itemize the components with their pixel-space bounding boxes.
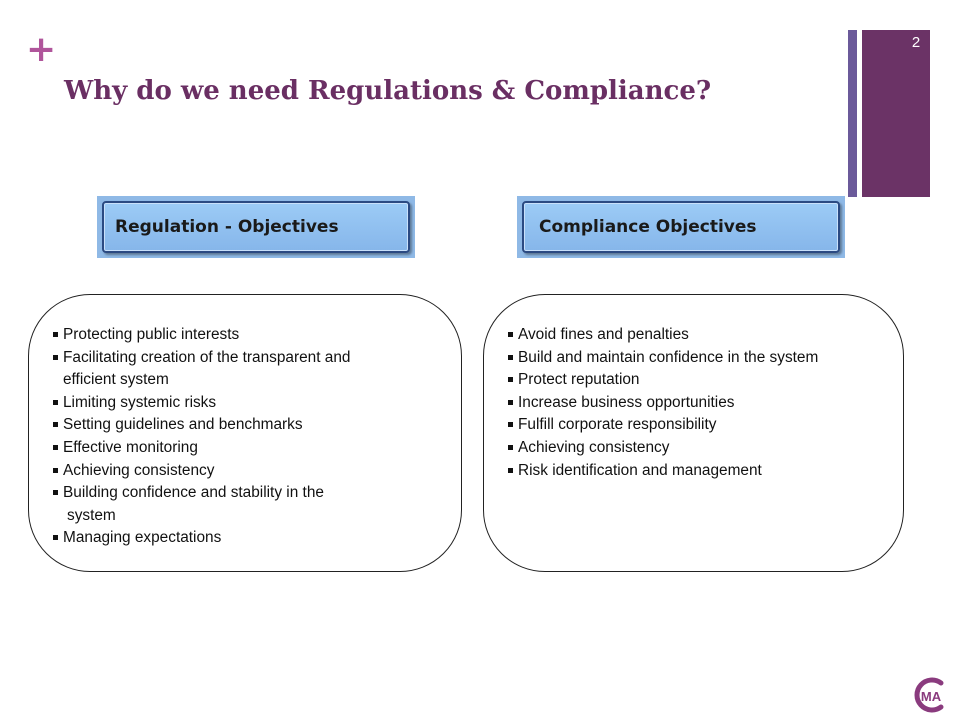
list-item: Protect reputation (508, 369, 818, 392)
list-item: Build and maintain confidence in the system (508, 347, 818, 370)
list-item: Managing expectations (53, 527, 350, 550)
list-item: Achieving consistency (508, 437, 818, 460)
page-number: 2 (911, 34, 921, 51)
compliance-list (508, 324, 818, 482)
cma-logo-icon (911, 675, 951, 715)
list-item: Effective monitoring (53, 437, 350, 460)
compliance-heading (522, 201, 840, 253)
regulation-heading (102, 201, 410, 253)
accent-bar-wide (862, 30, 930, 197)
list-item-text: system (67, 506, 116, 524)
slide-title: Why do we need Regulations & Compliance? (64, 76, 712, 106)
regulation-list (53, 324, 350, 550)
compliance-objectives-box (483, 294, 904, 572)
list-item: Risk identification and management (508, 460, 818, 483)
list-item: Building confidence and stability in the (53, 482, 350, 505)
accent-bar-thin (848, 30, 857, 197)
list-item: Limiting systemic risks (53, 392, 350, 415)
list-item: Setting guidelines and benchmarks (53, 414, 350, 437)
regulation-objectives-box (28, 294, 462, 572)
list-item: Achieving consistency (53, 460, 350, 483)
regulation-heading-label: Regulation - Objectives (115, 217, 339, 237)
plus-icon: + (26, 29, 57, 70)
compliance-heading-label: Compliance Objectives (539, 217, 757, 237)
list-item: Facilitating creation of the transparent and (53, 347, 350, 370)
list-item-text: efficient system (63, 371, 169, 389)
list-item-continuation (53, 369, 350, 392)
list-item-continuation (53, 505, 350, 528)
list-item: Avoid fines and penalties (508, 324, 818, 347)
compliance-heading-frame (517, 196, 845, 258)
list-item: Fulfill corporate responsibility (508, 414, 818, 437)
regulation-heading-frame (97, 196, 415, 258)
list-item: Increase business opportunities (508, 392, 818, 415)
svg-text:MA: MA (920, 689, 942, 704)
list-item: Protecting public interests (53, 324, 350, 347)
